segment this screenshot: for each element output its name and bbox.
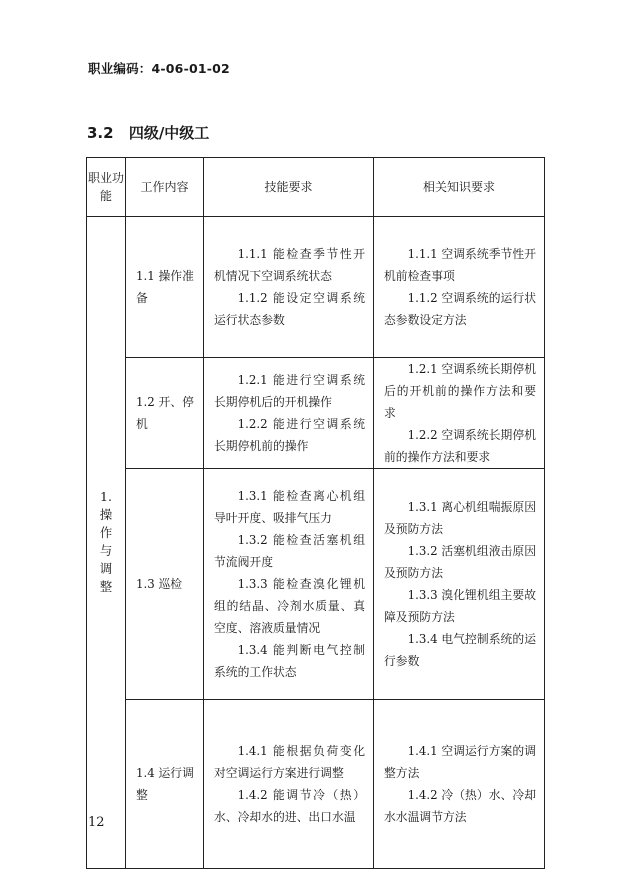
table-row: [87, 700, 545, 869]
skill-cell: [204, 358, 374, 469]
section-title: 四级/中级工: [128, 124, 210, 142]
knowledge-item: 1.1.1 空调系统季节性开机前检查事项: [384, 247, 536, 283]
work-cell: 1.4 运行调整: [126, 700, 204, 869]
knowledge-item: 1.4.1 空调运行方案的调整方法: [384, 744, 536, 780]
work-cell: 1.3 巡检: [126, 469, 204, 700]
table-row: [87, 217, 545, 358]
header-knowledge: 相关知识要求: [374, 158, 545, 217]
knowledge-item: 1.2.2 空调系统长期停机前的操作方法和要求: [384, 428, 536, 464]
section-number: 3.2: [87, 124, 114, 142]
knowledge-item: 1.2.1 空调系统长期停机后的开机前的操作方法和要求: [384, 362, 536, 420]
knowledge-item: 1.3.1 离心机组喘振原因及预防方法: [384, 500, 536, 536]
skills-table: [86, 157, 545, 869]
section-heading: [87, 122, 209, 143]
skill-item: 1.3.2 能检查活塞机组节流阀开度: [214, 533, 365, 569]
work-cell: 1.1 操作准备: [126, 217, 204, 358]
knowledge-item: 1.1.2 空调系统的运行状态参数设定方法: [384, 291, 536, 327]
skill-item: 1.1.2 能设定空调系统运行状态参数: [214, 291, 365, 327]
skill-item: 1.2.2 能进行空调系统长期停机前的操作: [214, 417, 365, 453]
header-function: 职业功能: [87, 158, 126, 217]
knowledge-item: 1.3.2 活塞机组液击原因及预防方法: [384, 544, 536, 580]
table-row: [87, 469, 545, 700]
skill-cell: [204, 469, 374, 700]
knowledge-cell: [374, 469, 545, 700]
skill-item: 1.4.2 能调节冷（热）水、冷却水的进、出口水温: [214, 788, 365, 824]
table-row: [87, 358, 545, 469]
page-number: 12: [88, 815, 105, 830]
skill-item: 1.4.1 能根据负荷变化对空调运行方案进行调整: [214, 744, 365, 780]
knowledge-cell: [374, 217, 545, 358]
skill-item: 1.3.3 能检查溴化锂机组的结晶、冷剂水质量、真空度、溶液质量情况: [214, 577, 365, 635]
knowledge-cell: [374, 358, 545, 469]
header-work: 工作内容: [126, 158, 204, 217]
table-header-row: [87, 158, 545, 217]
function-cell: [87, 217, 126, 869]
skill-item: 1.3.1 能检查离心机组导叶开度、吸排气压力: [214, 489, 365, 525]
knowledge-item: 1.4.2 冷（热）水、冷却水水温调节方法: [384, 788, 536, 824]
knowledge-cell: [374, 700, 545, 869]
skill-item: 1.1.1 能检查季节性开机情况下空调系统状态: [214, 247, 365, 283]
work-cell: 1.2 开、停机: [126, 358, 204, 469]
function-label: 1. 操作与调整: [99, 488, 113, 594]
skill-item: 1.3.4 能判断电气控制系统的工作状态: [214, 643, 365, 679]
knowledge-item: 1.3.4 电气控制系统的运行参数: [384, 632, 536, 668]
skill-cell: [204, 700, 374, 869]
knowledge-item: 1.3.3 溴化锂机组主要故障及预防方法: [384, 588, 536, 624]
skill-item: 1.2.1 能进行空调系统长期停机后的开机操作: [214, 373, 365, 409]
header-skill: 技能要求: [204, 158, 374, 217]
skill-cell: [204, 217, 374, 358]
occupation-code: 职业编码：4-06-01-02: [88, 61, 230, 76]
